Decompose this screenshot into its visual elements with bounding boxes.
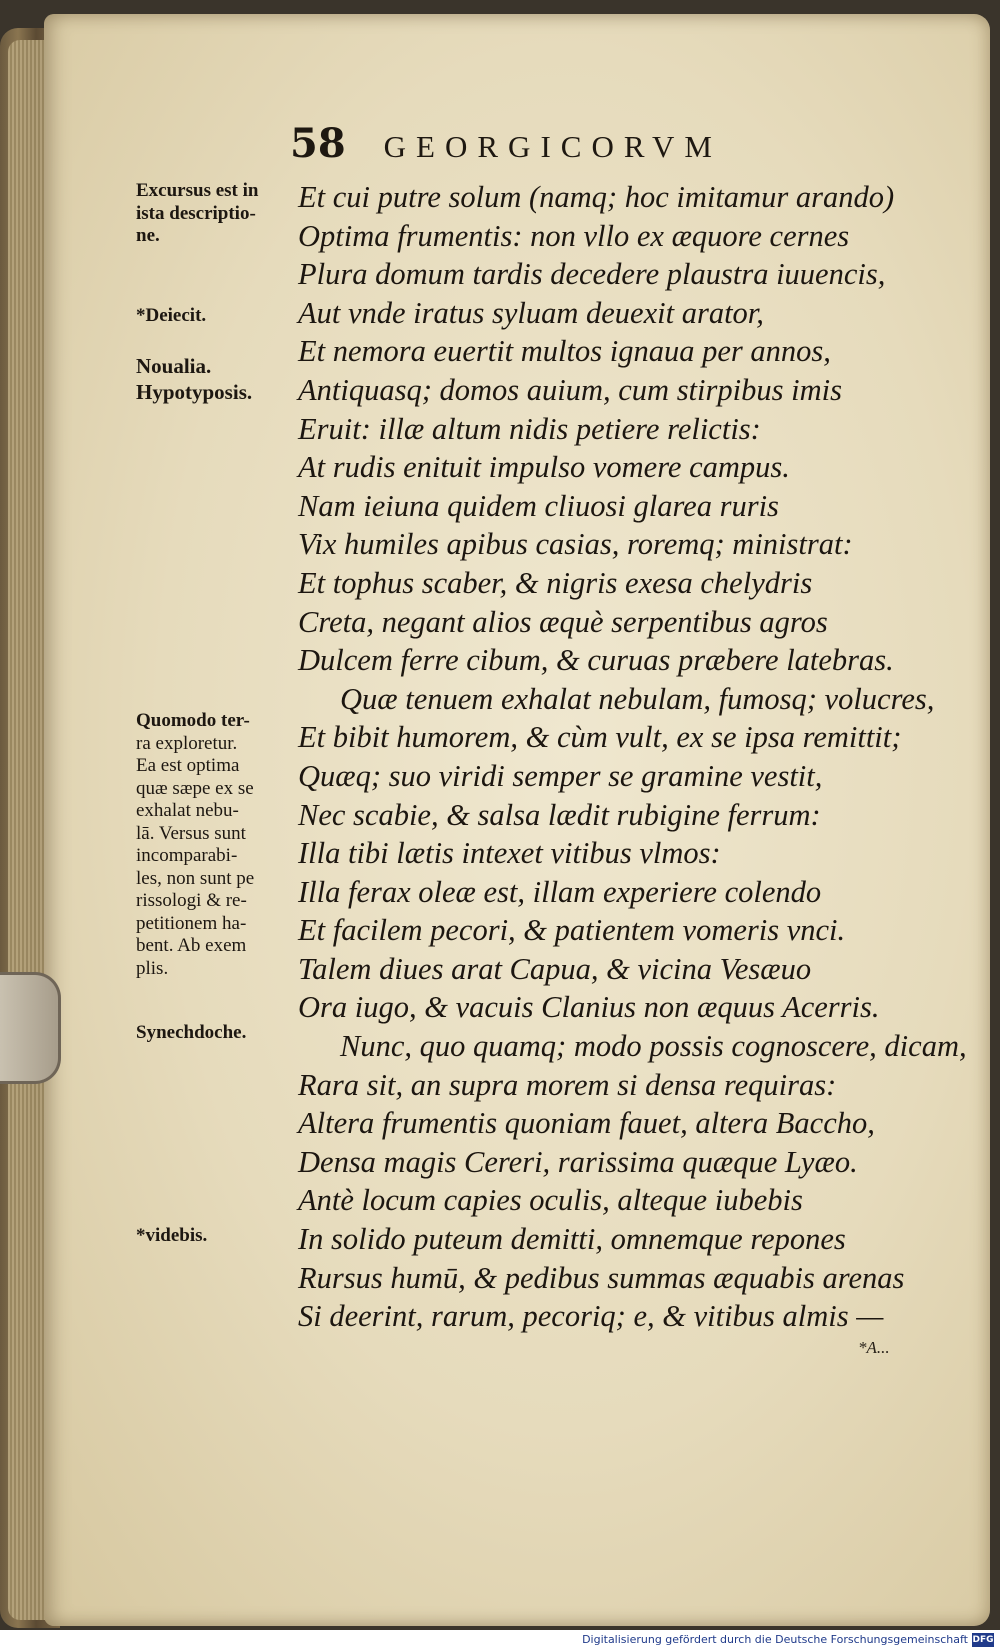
verse-line: Nec scabie, & salsa lædit rubigine ferrum: — [298, 797, 821, 832]
running-title: GEORGICORVM — [383, 129, 722, 164]
marginal-note-noualia: Noualia. — [136, 354, 212, 378]
verse-line: In solido puteum demitti, omnemque repones — [298, 1222, 846, 1257]
marginal-line: ra exploretur. — [136, 732, 238, 754]
marginal-line: incomparabi- — [136, 845, 238, 866]
marginal-line: Quomodo ter- — [136, 710, 250, 731]
verse-line: Et cui putre solum (namq; hoc imitamur arando) — [298, 180, 895, 214]
marginal-line: petitionem ha- — [136, 912, 247, 934]
verse-line: Illa ferax oleæ est, illam experiere colendo — [298, 874, 822, 909]
verse-line: Dulcem ferre cibum, & curuas præbere latebras. — [298, 643, 894, 678]
marginal-note-videbis: *videbis. — [136, 1225, 208, 1246]
verse-line: Talem diues arat Capua, & vicina Vesæuo — [298, 951, 812, 986]
verse-line: Rursus humū, & pedibus summas æquabis arenas — [298, 1260, 905, 1295]
verse-line: Optima frumentis: non vllo ex æquore cernes — [298, 218, 850, 253]
verse-line: Illa tibi lætis intexet vitibus vlmos: — [298, 836, 721, 871]
verse-line: Quæq; suo viridi semper se gramine vestit, — [298, 758, 823, 793]
verse-line: Ora iugo, & vacuis Clanius non æquus Acerris. — [298, 990, 880, 1025]
marginal-line: bent. Ab exem — [136, 935, 247, 956]
marginal-line: rissologi & re- — [136, 890, 247, 911]
page-header — [290, 120, 722, 170]
page-clip — [0, 972, 61, 1084]
dfg-logo: DFG — [972, 1635, 994, 1645]
verse-line: Antiquasq; domos auium, cum stirpibus imis — [298, 372, 842, 407]
verse-line: Quæ tenuem exhalat nebulam, fumosq; volucres, — [340, 681, 935, 716]
marginal-note-excursus — [136, 180, 296, 248]
marginal-line: lā. Versus sunt — [136, 822, 246, 844]
catchword: *A... — [858, 1338, 890, 1357]
verse-line: Si deerint, rarum, pecoriq; e, & vitibus almis — — [298, 1299, 884, 1334]
verse-line: Rara sit, an supra morem si densa requiras: — [298, 1067, 837, 1102]
verse-line: Antè locum capies oculis, alteque iubebis — [298, 1183, 803, 1218]
marginal-line: quæ sæpe ex se — [136, 777, 254, 799]
verse-list — [298, 178, 968, 1336]
verse-line: Eruit: illæ altum nidis petiere relictis: — [298, 411, 761, 446]
verse-line: Et facilem pecori, & patientem vomeris vnci. — [298, 913, 846, 948]
page-stack — [8, 40, 48, 1620]
footer-credit: Digitalisierung gefördert durch die Deutsche Forschungsgemeinschaft — [582, 1633, 968, 1646]
verse-line: At rudis enituit impulso vomere campus. — [298, 450, 790, 485]
marginal-line: les, non sunt pe — [136, 867, 255, 889]
verse-line: Plura domum tardis decedere plaustra iuuencis, — [298, 257, 886, 292]
verse-line: Et tophus scaber, & nigris exesa chelydris — [298, 565, 813, 600]
page-number: 58 — [290, 120, 346, 167]
marginal-line: plis. — [136, 957, 169, 979]
verse-line: Densa magis Cereri, rarissima quæque Lyæo. — [298, 1144, 858, 1179]
verse-line: Nunc, quo quamq; modo possis cognoscere, dicam, — [340, 1029, 967, 1064]
marginal-line: Excursus est in — [136, 180, 259, 201]
verse-line: Vix humiles apibus casias, roremq; ministrat: — [298, 527, 853, 562]
verse-line: Et bibit humorem, & cùm vult, ex se ipsa remittit; — [298, 720, 902, 755]
marginal-line: Ea est optima — [136, 755, 240, 776]
marginal-note-synechdoche: Synechdoche. — [136, 1022, 247, 1043]
marginal-note-hypotyposis: Hypotyposis. — [136, 380, 253, 404]
marginal-line: ne. — [136, 225, 160, 246]
verse-line: Creta, negant alios æquè serpentibus agros — [298, 604, 828, 639]
verse-line: Altera frumentis quoniam fauet, altera Baccho, — [298, 1106, 875, 1141]
marginal-line: exhalat nebu- — [136, 800, 239, 821]
marginal-note-deiecit: *Deiecit. — [136, 305, 207, 326]
verse-line: Aut vnde iratus syluam deuexit arator, — [298, 295, 764, 330]
marginal-line: ista descriptio- — [136, 202, 256, 224]
marginal-note-quomodo — [136, 710, 296, 980]
verse-line: Nam ieiuna quidem cliuosi glarea ruris — [298, 488, 779, 523]
verse-line: Et nemora euertit multos ignaua per annos, — [298, 334, 831, 369]
